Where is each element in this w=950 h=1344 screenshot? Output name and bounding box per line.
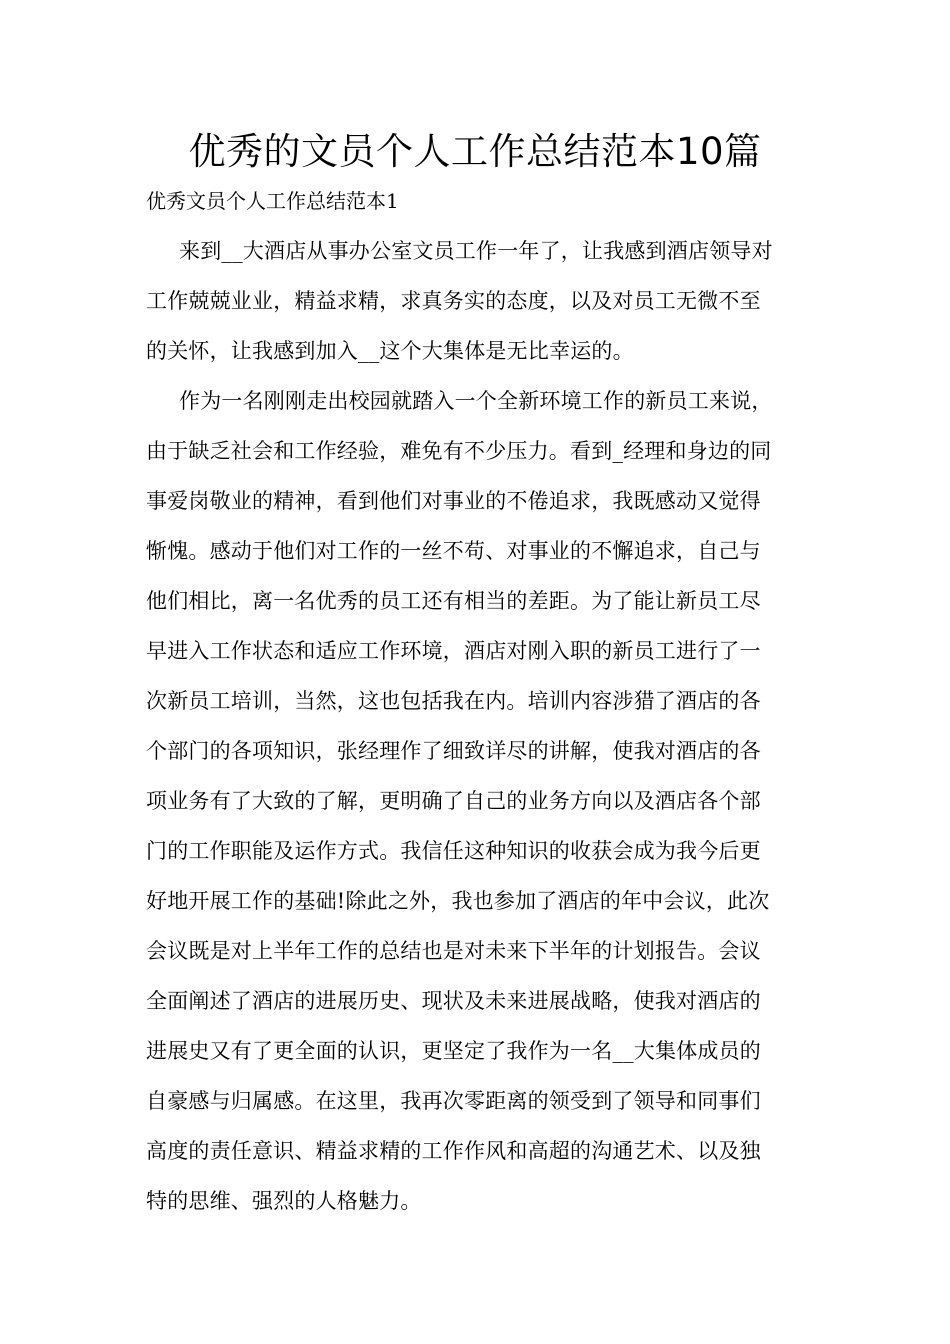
paragraph-line: 高度的责任意识、精益求精的工作作风和高超的沟通艺术、以及独 [146, 1139, 761, 1163]
paragraph-line: 他们相比，离一名优秀的员工还有相当的差距。为了能让新员工尽 [146, 589, 761, 613]
paragraph-line: 特的思维、强烈的人格魅力。 [146, 1189, 422, 1213]
paragraph-line: 工作兢兢业业，精益求精，求真务实的态度，以及对员工无微不至 [146, 289, 761, 313]
paragraph-line: 门的工作职能及运作方式。我信任这种知识的收获会成为我今后更 [146, 839, 761, 863]
paragraph-line: 会议既是对上半年工作的总结也是对未来下半年的计划报告。会议 [146, 939, 761, 963]
paragraph-2 [146, 376, 806, 1226]
paragraph-line: 个部门的各项知识，张经理作了细致详尽的讲解，使我对酒店的各 [146, 739, 761, 763]
paragraph-line: 自豪感与归属感。在这里，我再次零距离的领受到了领导和同事们 [146, 1089, 761, 1113]
section-heading: 优秀文员个人工作总结范本1 [146, 189, 399, 213]
paragraph-line: 来到__大酒店从事办公室文员工作一年了，让我感到酒店领导对 [179, 239, 773, 263]
paragraph-line: 由于缺乏社会和工作经验，难免有不少压力。看到_经理和身边的同 [146, 439, 772, 463]
paragraph-line: 早进入工作状态和适应工作环境，酒店对刚入职的新员工进行了一 [146, 639, 761, 663]
paragraph-line: 作为一名刚刚走出校园就踏入一个全新环境工作的新员工来说， [179, 389, 773, 413]
paragraph-line: 次新员工培训，当然，这也包括我在内。培训内容涉猎了酒店的各 [146, 689, 761, 713]
paragraph-line: 事爱岗敬业的精神，看到他们对事业的不倦追求，我既感动又觉得 [146, 489, 761, 513]
paragraph-line: 好地开展工作的基础!除此之外，我也参加了酒店的年中会议，此次 [146, 889, 770, 913]
paragraph-line: 进展史又有了更全面的认识，更坚定了我作为一名__大集体成员的 [146, 1039, 761, 1063]
paragraph-1 [146, 226, 806, 376]
paragraph-line: 全面阐述了酒店的进展历史、现状及未来进展战略，使我对酒店的 [146, 989, 761, 1013]
paragraph-line: 项业务有了大致的了解，更明确了自己的业务方向以及酒店各个部 [146, 789, 761, 813]
paragraph-line: 的关怀，让我感到加入__这个大集体是无比幸运的。 [146, 339, 634, 363]
document-title: 优秀的文员个人工作总结范本10篇 [188, 130, 762, 173]
paragraph-line: 惭愧。感动于他们对工作的一丝不苟、对事业的不懈追求，自己与 [146, 539, 761, 563]
